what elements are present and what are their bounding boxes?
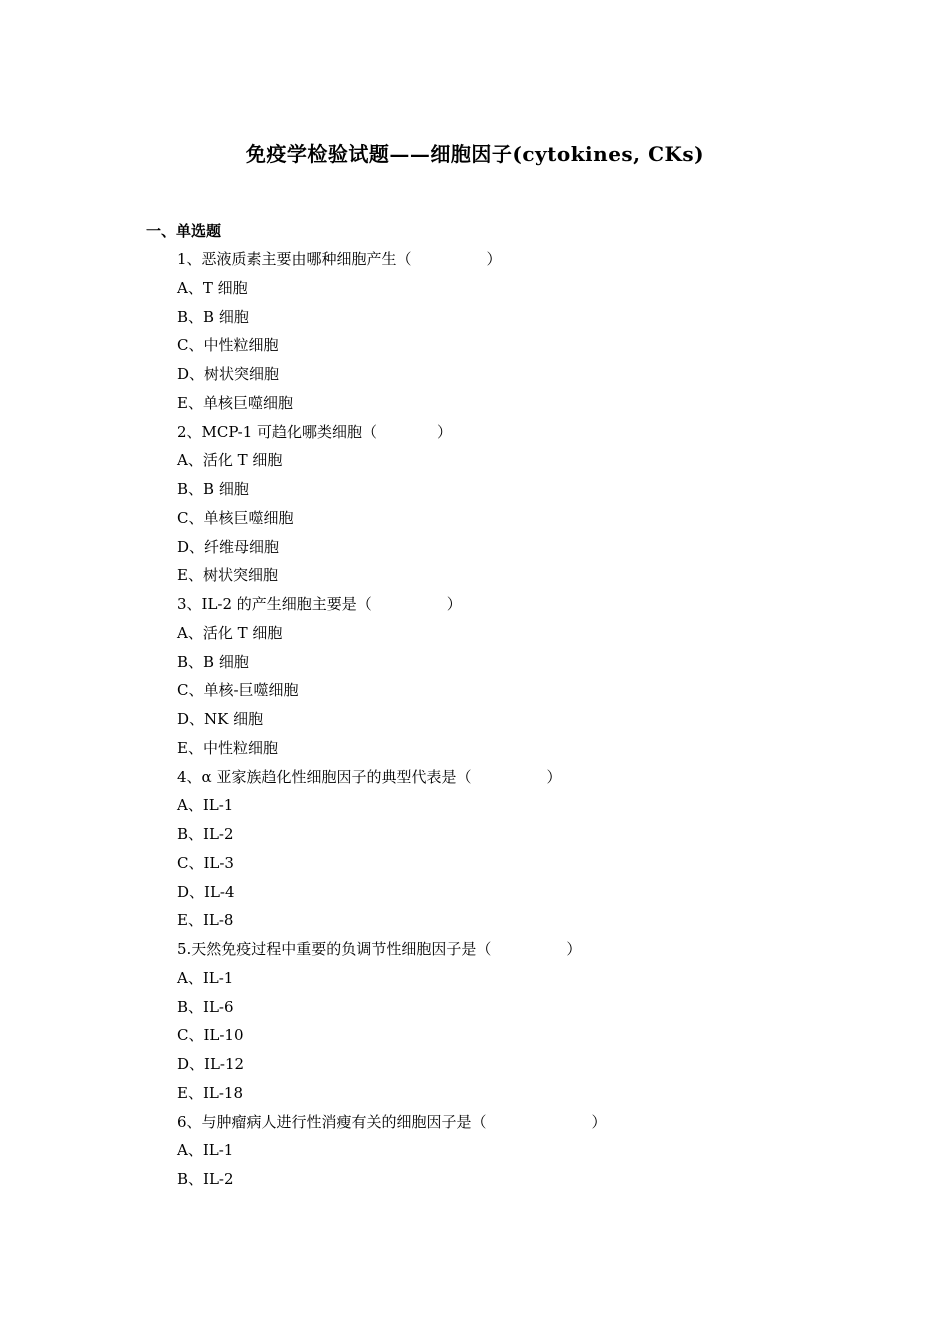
question-5-option-e: E、IL-18 [177, 1083, 243, 1102]
question-1-option-a: A、T 细胞 [177, 278, 248, 297]
question-6-stem: 6、与肿瘤病人进行性消瘦有关的细胞因子是（ ） [177, 1112, 607, 1131]
question-5-option-b: B、IL-6 [177, 997, 234, 1016]
question-3-option-a: A、活化 T 细胞 [177, 623, 283, 642]
question-1-stem: 1、恶液质素主要由哪种细胞产生（ ） [177, 250, 502, 268]
question-2-option-b: B、B 细胞 [177, 480, 249, 498]
question-1-option-c: C、中性粒细胞 [177, 336, 279, 355]
question-4-option-c: C、IL-3 [177, 853, 234, 872]
question-5-option-c: C、IL-10 [177, 1026, 244, 1045]
question-2-stem: 2、MCP-1 可趋化哪类细胞（ ） [177, 422, 453, 441]
question-4-option-b: B、IL-2 [177, 825, 234, 843]
document-title: 免疫学检验试题——细胞因子(cytokines, CKs) [245, 142, 705, 166]
question-2-option-d: D、纤维母细胞 [177, 537, 280, 556]
question-3-option-b: B、B 细胞 [177, 652, 249, 671]
question-4-option-e: E、IL-8 [177, 911, 234, 930]
section-heading: 一、单选题 [146, 222, 222, 240]
question-4-option-a: A、IL-1 [177, 796, 234, 815]
question-1-option-b: B、B 细胞 [177, 307, 249, 326]
question-4-option-d: D、IL-4 [177, 882, 235, 901]
question-6-option-a: A、IL-1 [177, 1141, 234, 1160]
question-1-option-e: E、单核巨噬细胞 [177, 393, 293, 412]
question-list [177, 245, 817, 1194]
question-1-option-d: D、树状突细胞 [177, 365, 280, 383]
question-4-stem: 4、α 亚家族趋化性细胞因子的典型代表是（ ） [177, 767, 562, 786]
question-3-option-c: C、单核-巨噬细胞 [177, 681, 299, 700]
question-2-option-c: C、单核巨噬细胞 [177, 508, 294, 527]
question-5-option-d: D、IL-12 [177, 1055, 245, 1073]
question-3-stem: 3、IL-2 的产生细胞主要是（ ） [177, 595, 462, 613]
question-5-option-a: A、IL-1 [177, 968, 234, 987]
question-2-option-e: E、树状突细胞 [177, 566, 278, 585]
question-2-option-a: A、活化 T 细胞 [177, 451, 283, 470]
question-6-option-b: B、IL-2 [177, 1170, 234, 1188]
question-3-option-e: E、中性粒细胞 [177, 738, 278, 757]
question-5-stem: 5.天然免疫过程中重要的负调节性细胞因子是（ ） [177, 940, 582, 958]
question-3-option-d: D、NK 细胞 [177, 710, 264, 728]
